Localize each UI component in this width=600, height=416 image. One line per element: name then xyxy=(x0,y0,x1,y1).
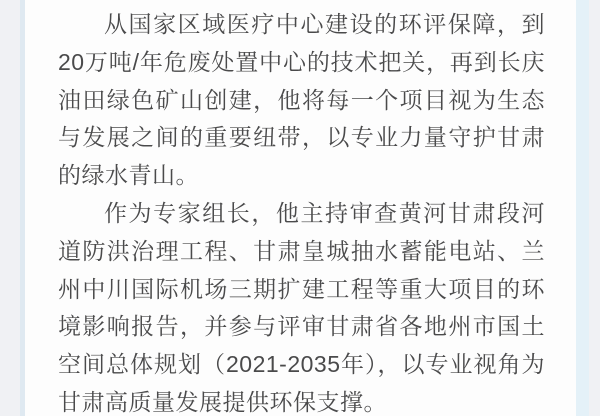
article-paragraph-1: 从国家区域医疗中心建设的环评保障，到20万吨/年危废处置中心的技术把关，再到长庆油田绿色矿山创建，他将每一个项目视为生态与发展之间的重要纽带，以专业力量守护甘肃的绿水青山。 xyxy=(58,11,545,189)
article-content-panel xyxy=(25,0,576,416)
right-edge-strip xyxy=(576,0,589,416)
right-margin-strip xyxy=(589,0,600,416)
article-paragraph-2: 作为专家组长，他主持审查黄河甘肃段河道防洪治理工程、甘肃皇城抽水蓄能电站、兰州中川国际机场三期扩建工程等重大项目的环境影响报告，并参与评审甘肃省各地州市国土空间总体规划（2021-2035年），以专业视角为甘肃高质量发展提供环保支撑。 xyxy=(58,199,545,415)
left-margin-strip xyxy=(0,0,20,416)
